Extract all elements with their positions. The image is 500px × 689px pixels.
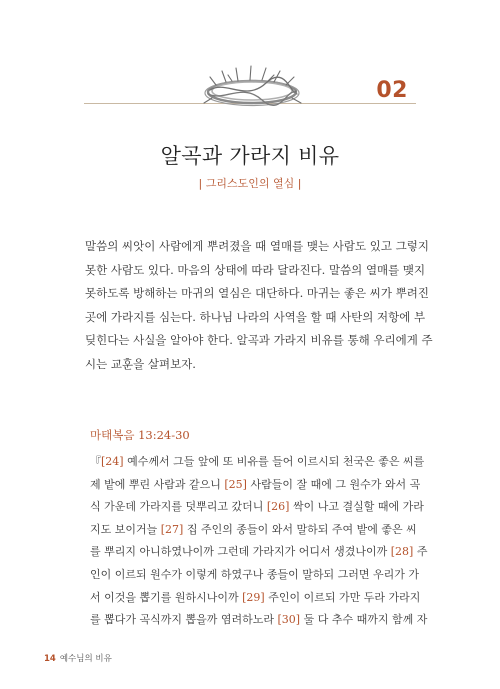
crown-of-thorns-icon [196, 58, 308, 114]
page-number: 14 [44, 654, 56, 664]
scripture-line [90, 496, 424, 519]
intro-line: 시는 교훈을 살펴보자. [85, 356, 196, 371]
scripture-line [90, 541, 428, 564]
scripture-line [90, 519, 417, 542]
verse-number: [24] [101, 455, 124, 468]
scripture-passage [90, 451, 428, 632]
chapter-number: 02 [376, 78, 408, 103]
verse-number: [29] [242, 590, 265, 604]
scripture-line [90, 564, 419, 587]
subtitle: | 그리스도인의 열심 | [198, 177, 302, 190]
intro-line: 못하도록 방해하는 마귀의 열심은 대단하다. 마귀는 좋은 씨가 뿌려진 [85, 286, 429, 300]
intro-line: 못한 사람도 있다. 마음의 상태에 따라 달라진다. 말씀의 열매를 맺지 [85, 262, 426, 277]
scripture-text: 사람들이 잘 때에 그 원수가 와서 곡 [246, 477, 421, 491]
verse-number: [30] [277, 613, 301, 627]
scripture-text: 예수께서 그들 앞에 또 비유를 들어 이르시되 천국은 좋은 씨를 [123, 455, 425, 468]
intro-line: 곳에 가라지를 심는다. 하나님 나라의 사역을 할 때 사탄의 저항에 부 [85, 309, 426, 324]
scripture-text: 싹이 나고 결실할 때에 가라 [289, 500, 424, 514]
intro-line: 딪힌다는 사실을 알아야 한다. 알곡과 가라지 비유를 통해 우리에게 주 [85, 333, 433, 347]
scripture-text: 를 뿌리지 아니하였나이까 그런데 가라지가 어디서 생겼나이까 [90, 545, 391, 559]
intro-paragraph [85, 235, 433, 376]
book-title: 예수님의 비유 [59, 654, 112, 664]
scripture-text: 인이 이르되 원수가 이렇게 하였구나 종들이 말하되 그러면 우리가 가 [90, 567, 419, 581]
page-footer [44, 652, 112, 664]
scripture-text: 지도 보이거늘 [90, 522, 161, 536]
verse-number: [25] [224, 477, 247, 491]
verse-number: [28] [390, 545, 414, 559]
page-title: 알곡과 가라지 비유 [160, 144, 340, 168]
scripture-text: 둘 다 추수 때까지 함께 자 [300, 613, 428, 627]
scripture-text: 『 [90, 455, 101, 468]
scripture-text: 집 주인의 종들이 와서 말하되 주여 밭에 좋은 씨 [183, 522, 417, 536]
scripture-line [90, 451, 425, 474]
scripture-line [90, 609, 428, 632]
scripture-text: 제 밭에 뿌린 사람과 같으니 [90, 477, 225, 491]
scripture-reference: 마태복음 13:24-30 [90, 428, 190, 442]
scripture-text: 식 가운데 가라지를 덧뿌리고 갔더니 [90, 500, 267, 514]
scripture-text: 주 [413, 545, 428, 559]
scripture-text: 를 뽑다가 곡식까지 뽑을까 염려하노라 [90, 613, 278, 627]
scripture-text: 주인이 이르되 가만 두라 가라지 [264, 590, 421, 604]
scripture-line [90, 587, 421, 610]
scripture-line [90, 474, 421, 497]
intro-line: 말씀의 씨앗이 사람에게 뿌려졌을 때 열매를 맺는 사람도 있고 그렇지 [85, 239, 429, 253]
verse-number: [26] [266, 500, 290, 514]
scripture-text: 서 이것을 뽑기를 원하시나이까 [90, 590, 243, 604]
verse-number: [27] [160, 522, 184, 536]
